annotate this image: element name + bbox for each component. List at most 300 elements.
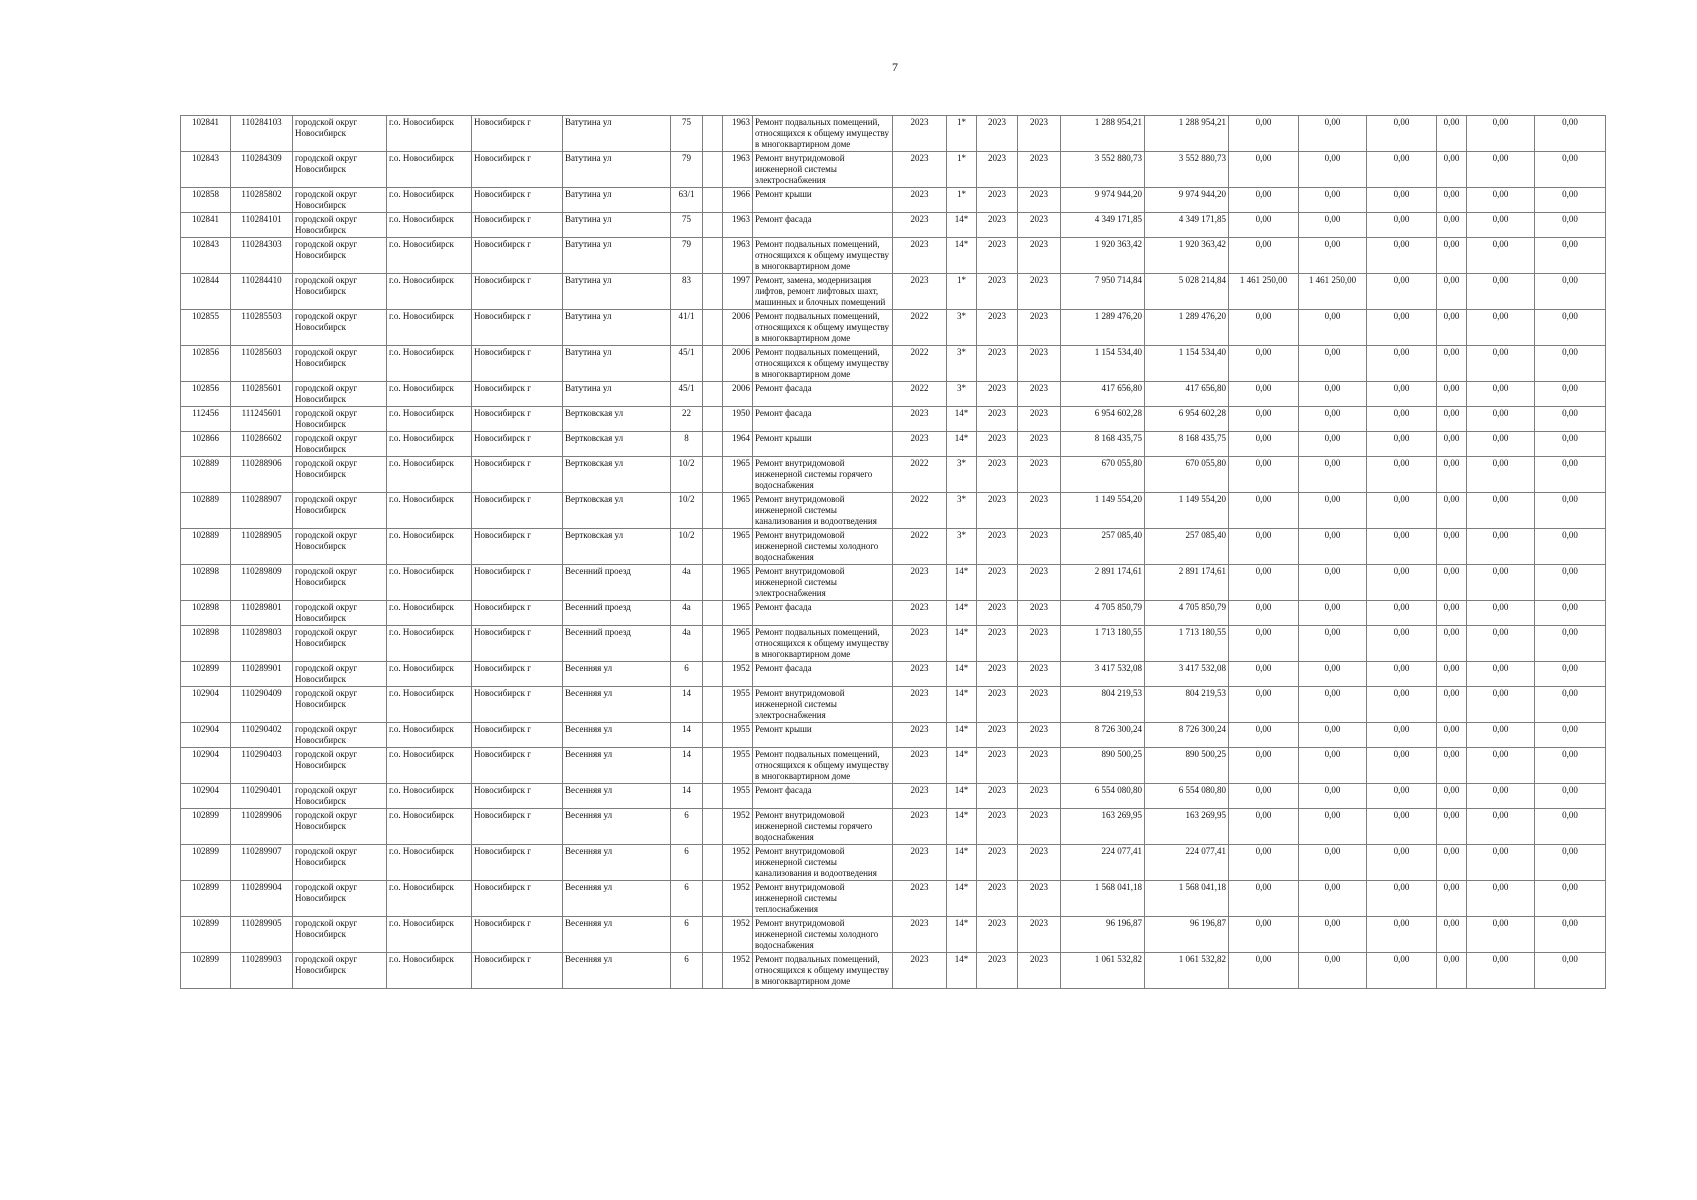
cell-urban-district: г.о. Новосибирск	[387, 346, 472, 382]
cell-year-built: 1963	[723, 152, 753, 188]
cell-work-type: Ремонт крыши	[753, 723, 893, 748]
cell-category: 14*	[947, 845, 977, 881]
cell-category: 14*	[947, 809, 977, 845]
cell-regional-fund-cost: 417 656,80	[1145, 382, 1229, 407]
cell-budget-cost-2: 0,00	[1437, 845, 1467, 881]
cell-other-cost: 0,00	[1535, 274, 1606, 310]
cell-house-code: 102899	[181, 809, 231, 845]
cell-regional-fund-cost: 1 568 041,18	[1145, 881, 1229, 917]
cell-owners-cost-1: 0,00	[1229, 565, 1299, 601]
cell-end-year: 2023	[1018, 917, 1061, 953]
cell-total-cost: 9 974 944,20	[1061, 188, 1145, 213]
table-row	[181, 310, 1606, 346]
cell-work-type: Ремонт внутридомовой инженерной системы горячего водоснабжения	[753, 809, 893, 845]
cell-other-cost: 0,00	[1535, 687, 1606, 723]
cell-house-code: 102899	[181, 845, 231, 881]
cell-settlement: Новосибирск г	[472, 152, 563, 188]
cell-start-year: 2023	[977, 784, 1018, 809]
cell-building	[703, 382, 723, 407]
cell-total-cost: 1 920 363,42	[1061, 238, 1145, 274]
cell-regional-fund-cost: 3 417 532,08	[1145, 662, 1229, 687]
cell-house-code: 102899	[181, 662, 231, 687]
cell-work-type: Ремонт крыши	[753, 432, 893, 457]
cell-street: Весенняя ул	[563, 809, 671, 845]
cell-settlement: Новосибирск г	[472, 953, 563, 989]
cell-work-code: 110288905	[231, 529, 293, 565]
cell-budget-cost-2: 0,00	[1437, 601, 1467, 626]
cell-house-number: 83	[671, 274, 703, 310]
cell-budget-cost-1: 0,00	[1367, 310, 1437, 346]
table-row	[181, 493, 1606, 529]
cell-year-built: 1963	[723, 238, 753, 274]
cell-budget-cost-1: 0,00	[1367, 116, 1437, 152]
cell-other-cost: 0,00	[1535, 748, 1606, 784]
cell-owners-cost-1: 0,00	[1229, 687, 1299, 723]
cell-house-number: 4а	[671, 601, 703, 626]
cell-budget-cost-2: 0,00	[1437, 274, 1467, 310]
cell-year-built: 1952	[723, 953, 753, 989]
cell-street: Вертковская ул	[563, 432, 671, 457]
cell-settlement: Новосибирск г	[472, 274, 563, 310]
cell-owners-cost-2: 1 461 250,00	[1299, 274, 1367, 310]
capital-repair-table	[180, 115, 1606, 989]
cell-work-code: 110284410	[231, 274, 293, 310]
cell-other-cost: 0,00	[1535, 152, 1606, 188]
cell-work-type: Ремонт внутридомовой инженерной системы холодного водоснабжения	[753, 917, 893, 953]
cell-budget-cost-3: 0,00	[1467, 116, 1535, 152]
cell-settlement: Новосибирск г	[472, 748, 563, 784]
table-row	[181, 188, 1606, 213]
cell-total-cost: 1 568 041,18	[1061, 881, 1145, 917]
cell-owners-cost-2: 0,00	[1299, 407, 1367, 432]
cell-municipality: городской округ Новосибирск	[293, 953, 387, 989]
cell-plan-year: 2022	[893, 493, 947, 529]
cell-other-cost: 0,00	[1535, 432, 1606, 457]
cell-start-year: 2023	[977, 407, 1018, 432]
cell-end-year: 2023	[1018, 213, 1061, 238]
cell-start-year: 2023	[977, 213, 1018, 238]
cell-house-number: 22	[671, 407, 703, 432]
cell-category: 14*	[947, 881, 977, 917]
cell-municipality: городской округ Новосибирск	[293, 152, 387, 188]
cell-house-code: 102898	[181, 626, 231, 662]
cell-plan-year: 2023	[893, 188, 947, 213]
cell-work-type: Ремонт внутридомовой инженерной системы горячего водоснабжения	[753, 457, 893, 493]
cell-end-year: 2023	[1018, 565, 1061, 601]
cell-end-year: 2023	[1018, 238, 1061, 274]
cell-budget-cost-2: 0,00	[1437, 917, 1467, 953]
cell-street: Ватутина ул	[563, 213, 671, 238]
cell-category: 14*	[947, 917, 977, 953]
cell-budget-cost-2: 0,00	[1437, 432, 1467, 457]
cell-budget-cost-3: 0,00	[1467, 748, 1535, 784]
cell-house-number: 41/1	[671, 310, 703, 346]
cell-house-number: 6	[671, 809, 703, 845]
cell-building	[703, 601, 723, 626]
cell-owners-cost-1: 0,00	[1229, 626, 1299, 662]
table-row	[181, 784, 1606, 809]
cell-year-built: 1997	[723, 274, 753, 310]
cell-other-cost: 0,00	[1535, 845, 1606, 881]
cell-owners-cost-2: 0,00	[1299, 723, 1367, 748]
cell-house-number: 6	[671, 917, 703, 953]
cell-plan-year: 2023	[893, 809, 947, 845]
cell-municipality: городской округ Новосибирск	[293, 809, 387, 845]
cell-budget-cost-3: 0,00	[1467, 346, 1535, 382]
cell-budget-cost-1: 0,00	[1367, 687, 1437, 723]
cell-start-year: 2023	[977, 529, 1018, 565]
cell-owners-cost-2: 0,00	[1299, 953, 1367, 989]
cell-plan-year: 2023	[893, 881, 947, 917]
cell-end-year: 2023	[1018, 116, 1061, 152]
cell-urban-district: г.о. Новосибирск	[387, 213, 472, 238]
cell-budget-cost-1: 0,00	[1367, 565, 1437, 601]
cell-year-built: 1952	[723, 662, 753, 687]
cell-urban-district: г.о. Новосибирск	[387, 310, 472, 346]
cell-end-year: 2023	[1018, 626, 1061, 662]
cell-other-cost: 0,00	[1535, 881, 1606, 917]
page-number: 7	[892, 60, 898, 74]
cell-total-cost: 7 950 714,84	[1061, 274, 1145, 310]
cell-street: Весенняя ул	[563, 784, 671, 809]
cell-settlement: Новосибирск г	[472, 723, 563, 748]
cell-house-number: 6	[671, 845, 703, 881]
cell-work-type: Ремонт внутридомовой инженерной системы электроснабжения	[753, 152, 893, 188]
cell-year-built: 1952	[723, 917, 753, 953]
cell-owners-cost-1: 0,00	[1229, 784, 1299, 809]
cell-start-year: 2023	[977, 953, 1018, 989]
cell-budget-cost-2: 0,00	[1437, 626, 1467, 662]
cell-total-cost: 804 219,53	[1061, 687, 1145, 723]
cell-budget-cost-3: 0,00	[1467, 662, 1535, 687]
cell-year-built: 1965	[723, 601, 753, 626]
cell-category: 14*	[947, 662, 977, 687]
cell-municipality: городской округ Новосибирск	[293, 346, 387, 382]
cell-urban-district: г.о. Новосибирск	[387, 274, 472, 310]
cell-urban-district: г.о. Новосибирск	[387, 784, 472, 809]
cell-house-code: 102904	[181, 723, 231, 748]
cell-municipality: городской округ Новосибирск	[293, 457, 387, 493]
cell-owners-cost-2: 0,00	[1299, 565, 1367, 601]
cell-category: 14*	[947, 432, 977, 457]
cell-regional-fund-cost: 1 154 534,40	[1145, 346, 1229, 382]
cell-start-year: 2023	[977, 565, 1018, 601]
cell-building	[703, 626, 723, 662]
cell-start-year: 2023	[977, 809, 1018, 845]
cell-work-type: Ремонт, замена, модернизация лифтов, ремонт лифтовых шахт, машинных и блочных помещений	[753, 274, 893, 310]
cell-work-type: Ремонт подвальных помещений, относящихся к общему имуществу в многоквартирном доме	[753, 748, 893, 784]
cell-owners-cost-2: 0,00	[1299, 881, 1367, 917]
cell-start-year: 2023	[977, 432, 1018, 457]
cell-end-year: 2023	[1018, 881, 1061, 917]
cell-budget-cost-2: 0,00	[1437, 662, 1467, 687]
cell-plan-year: 2022	[893, 382, 947, 407]
cell-budget-cost-2: 0,00	[1437, 382, 1467, 407]
cell-budget-cost-3: 0,00	[1467, 953, 1535, 989]
cell-building	[703, 457, 723, 493]
cell-work-type: Ремонт внутридомовой инженерной системы теплоснабжения	[753, 881, 893, 917]
cell-work-code: 110285603	[231, 346, 293, 382]
cell-owners-cost-1: 0,00	[1229, 346, 1299, 382]
cell-plan-year: 2023	[893, 601, 947, 626]
cell-budget-cost-2: 0,00	[1437, 529, 1467, 565]
cell-street: Ватутина ул	[563, 238, 671, 274]
cell-settlement: Новосибирск г	[472, 238, 563, 274]
cell-settlement: Новосибирск г	[472, 188, 563, 213]
cell-building	[703, 662, 723, 687]
cell-urban-district: г.о. Новосибирск	[387, 626, 472, 662]
table-row	[181, 407, 1606, 432]
table-row	[181, 432, 1606, 457]
cell-category: 1*	[947, 152, 977, 188]
cell-owners-cost-2: 0,00	[1299, 382, 1367, 407]
cell-total-cost: 1 288 954,21	[1061, 116, 1145, 152]
cell-building	[703, 565, 723, 601]
cell-budget-cost-2: 0,00	[1437, 310, 1467, 346]
cell-regional-fund-cost: 8 168 435,75	[1145, 432, 1229, 457]
cell-building	[703, 346, 723, 382]
table-row	[181, 565, 1606, 601]
cell-plan-year: 2023	[893, 565, 947, 601]
cell-work-type: Ремонт крыши	[753, 188, 893, 213]
cell-budget-cost-3: 0,00	[1467, 407, 1535, 432]
cell-total-cost: 670 055,80	[1061, 457, 1145, 493]
cell-other-cost: 0,00	[1535, 457, 1606, 493]
cell-building	[703, 784, 723, 809]
cell-settlement: Новосибирск г	[472, 809, 563, 845]
cell-urban-district: г.о. Новосибирск	[387, 152, 472, 188]
cell-category: 3*	[947, 493, 977, 529]
cell-budget-cost-1: 0,00	[1367, 626, 1437, 662]
table-row	[181, 953, 1606, 989]
cell-budget-cost-1: 0,00	[1367, 662, 1437, 687]
cell-budget-cost-3: 0,00	[1467, 213, 1535, 238]
cell-settlement: Новосибирск г	[472, 687, 563, 723]
cell-year-built: 1964	[723, 432, 753, 457]
cell-municipality: городской округ Новосибирск	[293, 881, 387, 917]
cell-owners-cost-2: 0,00	[1299, 188, 1367, 213]
cell-municipality: городской округ Новосибирск	[293, 723, 387, 748]
cell-municipality: городской округ Новосибирск	[293, 238, 387, 274]
cell-year-built: 1952	[723, 809, 753, 845]
cell-settlement: Новосибирск г	[472, 457, 563, 493]
cell-work-type: Ремонт подвальных помещений, относящихся к общему имуществу в многоквартирном доме	[753, 116, 893, 152]
cell-settlement: Новосибирск г	[472, 213, 563, 238]
cell-work-type: Ремонт внутридомовой инженерной системы электроснабжения	[753, 565, 893, 601]
cell-street: Весенняя ул	[563, 881, 671, 917]
cell-work-type: Ремонт подвальных помещений, относящихся к общему имуществу в многоквартирном доме	[753, 238, 893, 274]
cell-total-cost: 1 713 180,55	[1061, 626, 1145, 662]
cell-settlement: Новосибирск г	[472, 346, 563, 382]
cell-plan-year: 2023	[893, 917, 947, 953]
cell-owners-cost-1: 0,00	[1229, 116, 1299, 152]
cell-street: Весенний проезд	[563, 565, 671, 601]
cell-plan-year: 2022	[893, 346, 947, 382]
cell-budget-cost-2: 0,00	[1437, 116, 1467, 152]
cell-budget-cost-1: 0,00	[1367, 432, 1437, 457]
cell-settlement: Новосибирск г	[472, 565, 563, 601]
cell-owners-cost-1: 0,00	[1229, 188, 1299, 213]
cell-house-number: 10/2	[671, 457, 703, 493]
cell-owners-cost-2: 0,00	[1299, 346, 1367, 382]
cell-building	[703, 687, 723, 723]
cell-category: 3*	[947, 310, 977, 346]
cell-owners-cost-2: 0,00	[1299, 310, 1367, 346]
cell-house-code: 102899	[181, 881, 231, 917]
table-row	[181, 116, 1606, 152]
cell-municipality: городской округ Новосибирск	[293, 784, 387, 809]
cell-plan-year: 2023	[893, 784, 947, 809]
cell-regional-fund-cost: 3 552 880,73	[1145, 152, 1229, 188]
cell-year-built: 1955	[723, 748, 753, 784]
cell-total-cost: 890 500,25	[1061, 748, 1145, 784]
cell-work-code: 110289903	[231, 953, 293, 989]
cell-category: 3*	[947, 382, 977, 407]
cell-category: 3*	[947, 457, 977, 493]
cell-street: Весенний проезд	[563, 626, 671, 662]
cell-regional-fund-cost: 6 954 602,28	[1145, 407, 1229, 432]
cell-municipality: городской округ Новосибирск	[293, 116, 387, 152]
cell-plan-year: 2023	[893, 152, 947, 188]
cell-house-number: 14	[671, 748, 703, 784]
cell-category: 1*	[947, 116, 977, 152]
cell-house-code: 102904	[181, 687, 231, 723]
cell-municipality: городской округ Новосибирск	[293, 565, 387, 601]
cell-owners-cost-1: 0,00	[1229, 881, 1299, 917]
cell-start-year: 2023	[977, 601, 1018, 626]
cell-other-cost: 0,00	[1535, 346, 1606, 382]
cell-regional-fund-cost: 4 705 850,79	[1145, 601, 1229, 626]
cell-budget-cost-2: 0,00	[1437, 748, 1467, 784]
table-body	[181, 116, 1606, 989]
cell-street: Вертковская ул	[563, 407, 671, 432]
cell-house-number: 45/1	[671, 346, 703, 382]
cell-owners-cost-2: 0,00	[1299, 432, 1367, 457]
cell-municipality: городской округ Новосибирск	[293, 407, 387, 432]
cell-urban-district: г.о. Новосибирск	[387, 601, 472, 626]
cell-house-number: 14	[671, 723, 703, 748]
cell-work-code: 110290402	[231, 723, 293, 748]
cell-settlement: Новосибирск г	[472, 601, 563, 626]
cell-other-cost: 0,00	[1535, 784, 1606, 809]
cell-regional-fund-cost: 5 028 214,84	[1145, 274, 1229, 310]
cell-owners-cost-2: 0,00	[1299, 917, 1367, 953]
cell-street: Ватутина ул	[563, 116, 671, 152]
cell-house-number: 14	[671, 784, 703, 809]
cell-end-year: 2023	[1018, 274, 1061, 310]
cell-house-number: 14	[671, 687, 703, 723]
cell-street: Весенняя ул	[563, 917, 671, 953]
cell-regional-fund-cost: 1 149 554,20	[1145, 493, 1229, 529]
cell-settlement: Новосибирск г	[472, 382, 563, 407]
cell-work-type: Ремонт подвальных помещений, относящихся к общему имуществу в многоквартирном доме	[753, 626, 893, 662]
cell-category: 14*	[947, 687, 977, 723]
cell-regional-fund-cost: 670 055,80	[1145, 457, 1229, 493]
cell-budget-cost-3: 0,00	[1467, 457, 1535, 493]
cell-budget-cost-3: 0,00	[1467, 784, 1535, 809]
cell-owners-cost-1: 0,00	[1229, 407, 1299, 432]
cell-work-code: 110286602	[231, 432, 293, 457]
cell-budget-cost-2: 0,00	[1437, 188, 1467, 213]
cell-work-code: 110290409	[231, 687, 293, 723]
cell-plan-year: 2023	[893, 407, 947, 432]
cell-owners-cost-1: 0,00	[1229, 809, 1299, 845]
cell-owners-cost-2: 0,00	[1299, 493, 1367, 529]
cell-budget-cost-3: 0,00	[1467, 432, 1535, 457]
cell-owners-cost-1: 0,00	[1229, 662, 1299, 687]
cell-municipality: городской округ Новосибирск	[293, 917, 387, 953]
table-row	[181, 274, 1606, 310]
cell-budget-cost-1: 0,00	[1367, 748, 1437, 784]
cell-regional-fund-cost: 1 289 476,20	[1145, 310, 1229, 346]
cell-work-code: 110285503	[231, 310, 293, 346]
cell-end-year: 2023	[1018, 346, 1061, 382]
cell-budget-cost-2: 0,00	[1437, 784, 1467, 809]
cell-street: Весенняя ул	[563, 748, 671, 784]
cell-municipality: городской округ Новосибирск	[293, 310, 387, 346]
cell-house-number: 75	[671, 116, 703, 152]
cell-budget-cost-1: 0,00	[1367, 917, 1437, 953]
cell-plan-year: 2022	[893, 310, 947, 346]
cell-owners-cost-1: 0,00	[1229, 529, 1299, 565]
cell-plan-year: 2023	[893, 116, 947, 152]
cell-building	[703, 432, 723, 457]
cell-year-built: 2006	[723, 346, 753, 382]
cell-total-cost: 3 552 880,73	[1061, 152, 1145, 188]
cell-budget-cost-1: 0,00	[1367, 493, 1437, 529]
cell-house-number: 6	[671, 662, 703, 687]
cell-house-code: 102904	[181, 748, 231, 784]
cell-year-built: 1965	[723, 457, 753, 493]
cell-regional-fund-cost: 2 891 174,61	[1145, 565, 1229, 601]
cell-end-year: 2023	[1018, 382, 1061, 407]
cell-settlement: Новосибирск г	[472, 432, 563, 457]
cell-urban-district: г.о. Новосибирск	[387, 723, 472, 748]
cell-urban-district: г.о. Новосибирск	[387, 917, 472, 953]
cell-house-code: 102898	[181, 565, 231, 601]
cell-end-year: 2023	[1018, 310, 1061, 346]
cell-owners-cost-1: 0,00	[1229, 457, 1299, 493]
cell-budget-cost-1: 0,00	[1367, 346, 1437, 382]
cell-house-number: 4а	[671, 626, 703, 662]
cell-year-built: 1955	[723, 784, 753, 809]
cell-year-built: 1965	[723, 493, 753, 529]
cell-budget-cost-1: 0,00	[1367, 274, 1437, 310]
cell-owners-cost-2: 0,00	[1299, 784, 1367, 809]
cell-budget-cost-2: 0,00	[1437, 953, 1467, 989]
cell-end-year: 2023	[1018, 748, 1061, 784]
cell-end-year: 2023	[1018, 809, 1061, 845]
cell-total-cost: 4 705 850,79	[1061, 601, 1145, 626]
cell-end-year: 2023	[1018, 152, 1061, 188]
cell-plan-year: 2023	[893, 274, 947, 310]
cell-budget-cost-1: 0,00	[1367, 845, 1437, 881]
cell-regional-fund-cost: 96 196,87	[1145, 917, 1229, 953]
cell-category: 14*	[947, 407, 977, 432]
cell-house-number: 4а	[671, 565, 703, 601]
cell-year-built: 2006	[723, 310, 753, 346]
cell-end-year: 2023	[1018, 845, 1061, 881]
cell-settlement: Новосибирск г	[472, 917, 563, 953]
cell-total-cost: 224 077,41	[1061, 845, 1145, 881]
cell-year-built: 1966	[723, 188, 753, 213]
cell-house-code: 102889	[181, 457, 231, 493]
cell-total-cost: 417 656,80	[1061, 382, 1145, 407]
cell-house-number: 6	[671, 953, 703, 989]
cell-house-code: 102889	[181, 493, 231, 529]
cell-total-cost: 1 149 554,20	[1061, 493, 1145, 529]
cell-budget-cost-3: 0,00	[1467, 274, 1535, 310]
